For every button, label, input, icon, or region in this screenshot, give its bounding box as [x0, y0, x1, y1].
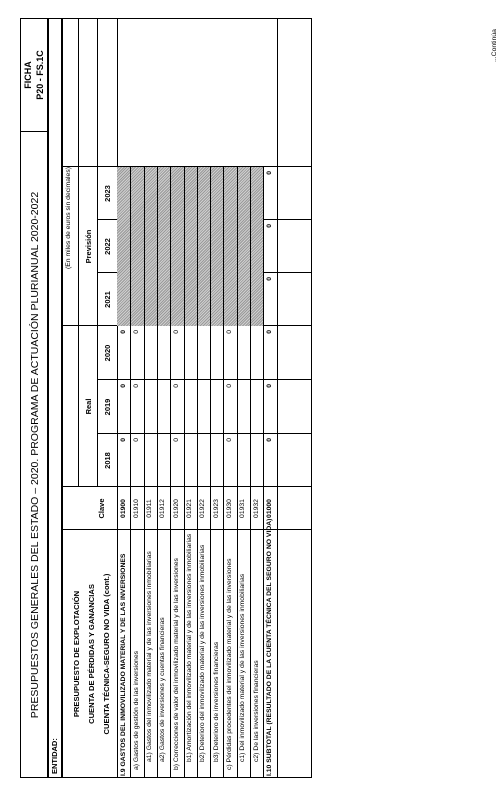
entity-label: ENTIDAD:: [50, 738, 59, 774]
row-value-2019[interactable]: 0: [132, 384, 140, 388]
footer-continua: ...Continúa: [491, 29, 498, 62]
row-code: 01921: [186, 499, 193, 518]
row-value-2020[interactable]: 0: [265, 330, 273, 334]
row-value-2020[interactable]: 0: [225, 330, 233, 334]
year-2019: 2019: [103, 398, 112, 416]
row-value-2023[interactable]: 0: [265, 171, 273, 175]
shaded-area: [117, 167, 263, 326]
row-value-2018[interactable]: 0: [172, 438, 180, 442]
row-label: a1) Gastos del inmovilizado material y de las inversiones inmobiliarias: [146, 551, 154, 762]
row-value-2021[interactable]: 0: [265, 277, 273, 281]
row-code: 01932: [252, 499, 260, 518]
row-code: 01931: [239, 499, 247, 518]
row-value-2018[interactable]: 0: [225, 438, 233, 442]
row-value-2018[interactable]: 0: [265, 438, 273, 442]
row-value-2018[interactable]: 0: [132, 438, 140, 442]
row-value-2018[interactable]: 0: [119, 438, 127, 442]
row-label: I.9 GASTOS DEL INMOVILIZADO MATERIAL Y DE LAS INVERSIONES: [119, 553, 127, 776]
page-title: PRESUPUESTOS GENERALES DEL ESTADO – 2020. PROGRAMA DE ACTUACIÓN PLURIANUAL 2020-2022: [29, 191, 41, 719]
doc-title-2: CUENTA DE PÉRDIDAS Y GANANCIAS: [87, 584, 96, 724]
row-code: 01912: [159, 499, 167, 518]
row-code: 01920: [172, 499, 180, 518]
row-code: 01911: [146, 499, 154, 518]
row-value-2019[interactable]: 0: [225, 384, 233, 388]
ficha-code: P20 - FS.1C: [35, 50, 45, 100]
row-code: 01923: [212, 499, 220, 518]
year-2022: 2022: [103, 238, 112, 255]
row-label: a) Gastos de gestión de las inversiones: [132, 650, 140, 770]
row-label: a2) Gastos de inversiones y cuentas financieras: [159, 617, 167, 762]
row-label: b2) Deterioro del inmovilizado material y de las inversiones inmobiliarias: [199, 544, 207, 762]
real-header: Real: [84, 398, 93, 415]
row-label: b1) Amortización del inmovilizado material y de las inversiones inmobiliarias: [186, 533, 193, 762]
row-label: c) Pérdidas procedentes del inmovilizado material y de las inversiones: [225, 558, 233, 770]
row-value-2019[interactable]: 0: [119, 384, 127, 388]
row-value-2020[interactable]: 0: [132, 330, 140, 334]
entity-box: [48, 18, 62, 778]
units-note: (En miles de euros sin decimales): [65, 167, 72, 269]
row-code: 01910: [132, 499, 140, 518]
row-label: b3) Deterioro de inversiones financieras: [212, 641, 220, 762]
row-code: 01922: [199, 499, 207, 518]
row-label: I.10 SUBTOTAL (RESULTADO DE LA CUENTA TÉCNICA DEL SEGURO NO VIDA): [265, 518, 273, 776]
row-label: c2) De las inversiones financieras: [252, 660, 260, 762]
ficha-label: FICHA: [23, 61, 33, 89]
year-2023: 2023: [103, 185, 112, 202]
prevision-header: Previsión: [84, 229, 93, 264]
row-code: 01900: [119, 499, 127, 518]
row-value-2020[interactable]: 0: [119, 330, 127, 334]
clave-header: Clave: [97, 498, 106, 519]
row-value-2019[interactable]: 0: [265, 384, 273, 388]
row-label: b) Correcciones de valor del inmovilizado material y de las inversiones: [172, 558, 180, 770]
doc-title-3: CUENTA TÉCNICA-SEGURO NO VIDA (cont.): [102, 573, 111, 735]
row-value-2019[interactable]: 0: [172, 384, 180, 388]
year-2018: 2018: [103, 452, 112, 469]
doc-title-1: PRESUPUESTO DE EXPLOTACIÓN: [72, 590, 81, 718]
year-2020: 2020: [103, 344, 112, 362]
row-code: 01930: [225, 499, 233, 518]
row-value-2020[interactable]: 0: [172, 330, 180, 334]
row-value-2022[interactable]: 0: [265, 224, 273, 228]
row-label: c1) Del inmovilizado material y de las inversiones inmobiliarias: [239, 573, 247, 762]
row-code: 01000: [265, 499, 273, 518]
year-2021: 2021: [103, 291, 112, 308]
